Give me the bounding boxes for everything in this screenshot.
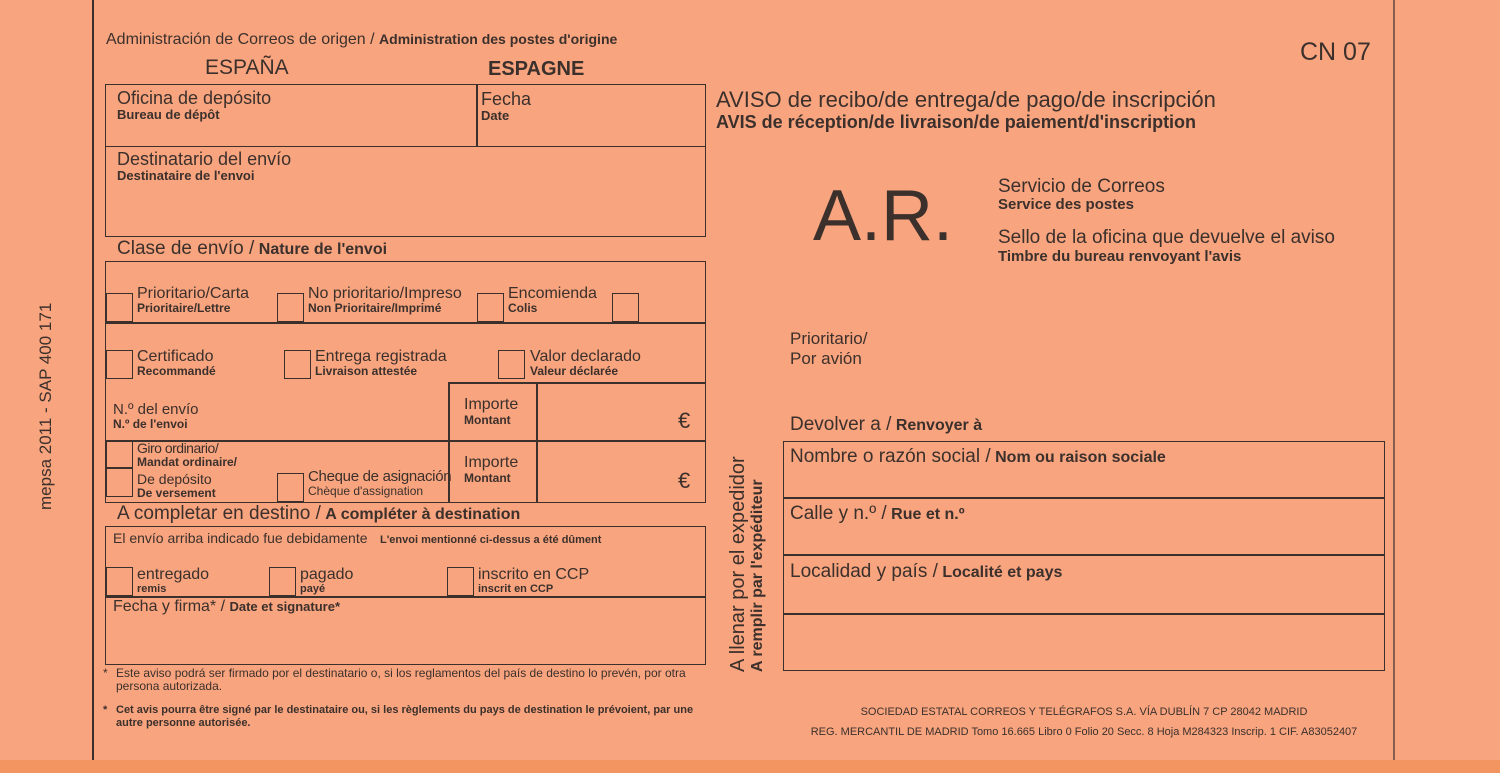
notice-title-fr: AVIS de réception/de livraison/de paiement/d'inscription	[716, 112, 1197, 132]
date-label-sp: Fecha	[481, 89, 532, 109]
amount-label-2-sp: Importe	[464, 454, 519, 471]
amount-label-1-sp: Importe	[464, 396, 519, 413]
addressee-label-fr: Destinataire de l'envoi	[117, 168, 255, 183]
footnote-fr	[103, 704, 708, 730]
insured-label-fr: Valeur déclarée	[530, 364, 619, 378]
delivery-label	[315, 348, 447, 378]
insured-label	[530, 348, 641, 378]
insured-label-sp: Valor declarado	[530, 348, 641, 365]
date-signature-label	[113, 598, 340, 616]
currency-symbol-2: €	[678, 468, 691, 493]
return-to-sp: Devolver a /	[790, 414, 892, 435]
destination-statement-fr: L'envoi mentionné ci-dessus a été dûment	[379, 534, 602, 546]
addressee-label-sp: Destinatario del envío	[117, 149, 292, 169]
nature-sp: Clase de envío /	[117, 238, 255, 259]
deposit-order-label	[137, 472, 216, 500]
destination-heading-sp: A completar en destino /	[117, 503, 321, 524]
country-sp: ESPAÑA	[205, 56, 289, 79]
footnote-fr-star: *	[103, 704, 108, 716]
return-street-label[interactable]	[790, 503, 965, 525]
origin-admin-sp: Administración de Correos de origen /	[106, 31, 375, 48]
office-date-divider	[476, 84, 478, 147]
company-line1: SOCIEDAD ESTATAL CORREOS Y TELÉGRAFOS S.A. VÍA DUBLÍN 7 CP 28042 MADRID	[860, 706, 1308, 718]
date-label	[481, 90, 531, 122]
registered-label-sp: Certificado	[137, 348, 214, 365]
item-number-label-sp: N.º del envío	[113, 401, 199, 418]
company-info	[783, 702, 1385, 742]
company-line2: REG. MERCANTIL DE MADRID Tomo 16.665 Libro 0 Folio 20 Secc. 8 Hoja M284323 Inscrip. 1 CIF. A83052407	[810, 726, 1358, 738]
airmail-line1: Prioritario/	[790, 329, 868, 348]
deposit-order-label-sp: De depósito	[137, 471, 212, 487]
delivered-label-sp: entregado	[137, 566, 210, 583]
notice-title	[716, 88, 1216, 132]
ar-mark: A.R.	[813, 176, 954, 256]
priority-label-fr: Prioritaire/Lettre	[137, 301, 231, 315]
sender-vertical-sp: A llenar por el expedidor	[727, 456, 749, 672]
return-to-fr: Renvoyer à	[895, 417, 983, 434]
ordinary-order-label-sp: Giro ordinario/	[137, 440, 219, 456]
ccp-label-sp: inscrito en CCP	[478, 566, 590, 583]
destination-statement	[113, 530, 601, 548]
priority-label	[137, 285, 249, 315]
destination-heading	[117, 503, 520, 525]
return-city-label[interactable]	[790, 561, 1062, 583]
deposit-order-label-fr: De versement	[137, 486, 216, 500]
amount-label-1	[464, 395, 518, 427]
footnote-sp-star: *	[103, 666, 108, 680]
delivery-label-sp: Entrega registrada	[315, 348, 447, 365]
deposit-order-checkbox[interactable]	[106, 468, 133, 497]
ordinary-order-label	[137, 441, 237, 469]
origin-admin-fr: Administration des postes d'origine	[379, 31, 618, 47]
office-label	[117, 89, 271, 121]
delivery-checkbox[interactable]	[284, 350, 311, 379]
non-priority-label-sp: No prioritario/Impreso	[308, 285, 462, 302]
return-row-divider-1	[783, 497, 1385, 499]
return-street-sp: Calle y n.º /	[790, 503, 887, 524]
country-fr: ESPAGNE	[488, 58, 585, 80]
return-city-fr: Localité et pays	[942, 564, 1063, 581]
paid-label	[300, 566, 353, 596]
office-label-fr: Bureau de dépôt	[117, 107, 220, 122]
return-row-divider-3	[783, 613, 1385, 615]
amount-col-divider-2	[536, 382, 538, 503]
nature-row1-divider	[105, 322, 706, 324]
nature-fr: Nature de l'envoi	[258, 241, 388, 258]
insured-checkbox[interactable]	[498, 350, 525, 379]
priority-checkbox[interactable]	[106, 293, 133, 322]
return-street-fr: Rue et n.º	[891, 506, 965, 523]
bottom-edge	[0, 760, 1500, 773]
non-priority-checkbox[interactable]	[277, 293, 304, 322]
return-city-sp: Localidad y país /	[790, 561, 938, 582]
amount-label-1-fr: Montant	[464, 413, 511, 427]
airmail-line2: Por avión	[790, 349, 862, 368]
return-name-fr: Nom ou raison sociale	[995, 449, 1166, 466]
parcel-checkbox[interactable]	[477, 293, 504, 322]
nature-heading	[117, 238, 387, 260]
left-fold-line	[92, 0, 94, 773]
item-number-label	[113, 401, 199, 431]
side-print-code-text: mepsa 2011 - SAP 400 171	[36, 302, 55, 510]
office-stamp-fr: Timbre du bureau renvoyant l'avis	[998, 248, 1242, 265]
registered-label	[137, 348, 216, 378]
ordinary-order-label-fr: Mandat ordinaire/	[137, 455, 238, 469]
return-address-box	[783, 441, 1385, 671]
origin-admin-heading	[106, 30, 617, 49]
paid-label-sp: pagado	[300, 566, 354, 583]
cheque-label	[308, 468, 451, 498]
non-priority-label	[308, 285, 462, 315]
amount-label-2-fr: Montant	[464, 471, 511, 485]
airmail-label	[790, 329, 867, 369]
return-name-sp: Nombre o razón social /	[790, 446, 991, 467]
postal-service-sp: Servicio de Correos	[998, 176, 1165, 197]
footnote-sp	[103, 667, 708, 693]
registered-label-fr: Recommandé	[137, 364, 216, 378]
sender-vertical-label	[727, 456, 767, 672]
ordinary-order-checkbox[interactable]	[106, 441, 133, 468]
extra-checkbox[interactable]	[612, 293, 639, 322]
destination-statement-sp: El envío arriba indicado fue debidamente	[113, 530, 368, 546]
parcel-label-fr: Colis	[508, 301, 538, 315]
ccp-checkbox[interactable]	[447, 567, 474, 596]
right-fold-line	[1393, 0, 1395, 773]
form-code: CN 07	[1300, 38, 1371, 66]
office-label-sp: Oficina de depósito	[117, 88, 272, 108]
delivered-checkbox[interactable]	[106, 567, 133, 596]
cheque-checkbox[interactable]	[277, 473, 304, 502]
delivered-label	[137, 566, 209, 596]
return-name-label[interactable]	[790, 446, 1166, 468]
delivery-label-fr: Livraison attestée	[315, 364, 418, 378]
office-stamp-label	[998, 228, 1335, 266]
sender-vertical-fr: A remplir par l'expéditeur	[749, 479, 766, 672]
cheque-label-sp: Cheque de asignación	[308, 468, 452, 485]
delivered-label-fr: remis	[137, 583, 167, 595]
paid-checkbox[interactable]	[269, 567, 296, 596]
registered-checkbox[interactable]	[106, 350, 133, 379]
paid-label-fr: payé	[300, 583, 326, 595]
postal-service-label	[998, 177, 1165, 213]
date-label-fr: Date	[481, 108, 510, 123]
item-number-label-fr: N.º de l'envoi	[113, 417, 188, 431]
parcel-label	[508, 285, 597, 315]
side-print-code	[36, 303, 56, 510]
office-stamp-sp: Sello de la oficina que devuelve el aviso	[998, 227, 1335, 248]
nature-row2-divider	[449, 382, 706, 384]
ccp-label	[478, 566, 589, 596]
destination-heading-fr: A compléter à destination	[325, 506, 521, 523]
priority-label-sp: Prioritario/Carta	[137, 285, 250, 302]
return-row-divider-2	[783, 554, 1385, 556]
date-signature-fr: Date et signature*	[229, 599, 341, 614]
amount-label-2	[464, 453, 518, 485]
footnote-fr-text: Cet avis pourra être signé par le destinataire ou, si les règlements du pays de destination le prévoient, par une autre personne autorisée.	[116, 704, 694, 729]
postal-service-fr: Service des postes	[998, 196, 1134, 213]
currency-symbol-1: €	[678, 408, 691, 433]
cheque-label-fr: Chèque d'assignation	[308, 484, 424, 498]
non-priority-label-fr: Non Prioritaire/Imprimé	[308, 301, 442, 315]
ccp-label-fr: inscrit en CCP	[478, 583, 554, 595]
notice-title-sp: AVISO de recibo/de entrega/de pago/de inscripción	[716, 87, 1216, 112]
addressee-label	[117, 150, 291, 182]
parcel-label-sp: Encomienda	[508, 285, 597, 302]
date-signature-sp: Fecha y firma* /	[113, 598, 226, 615]
return-to-heading	[790, 414, 982, 436]
footnote-sp-text: Este aviso podrá ser firmado por el destinatario o, si los reglamentos del país de destino lo prevén, por otra persona autorizada.	[116, 666, 686, 693]
